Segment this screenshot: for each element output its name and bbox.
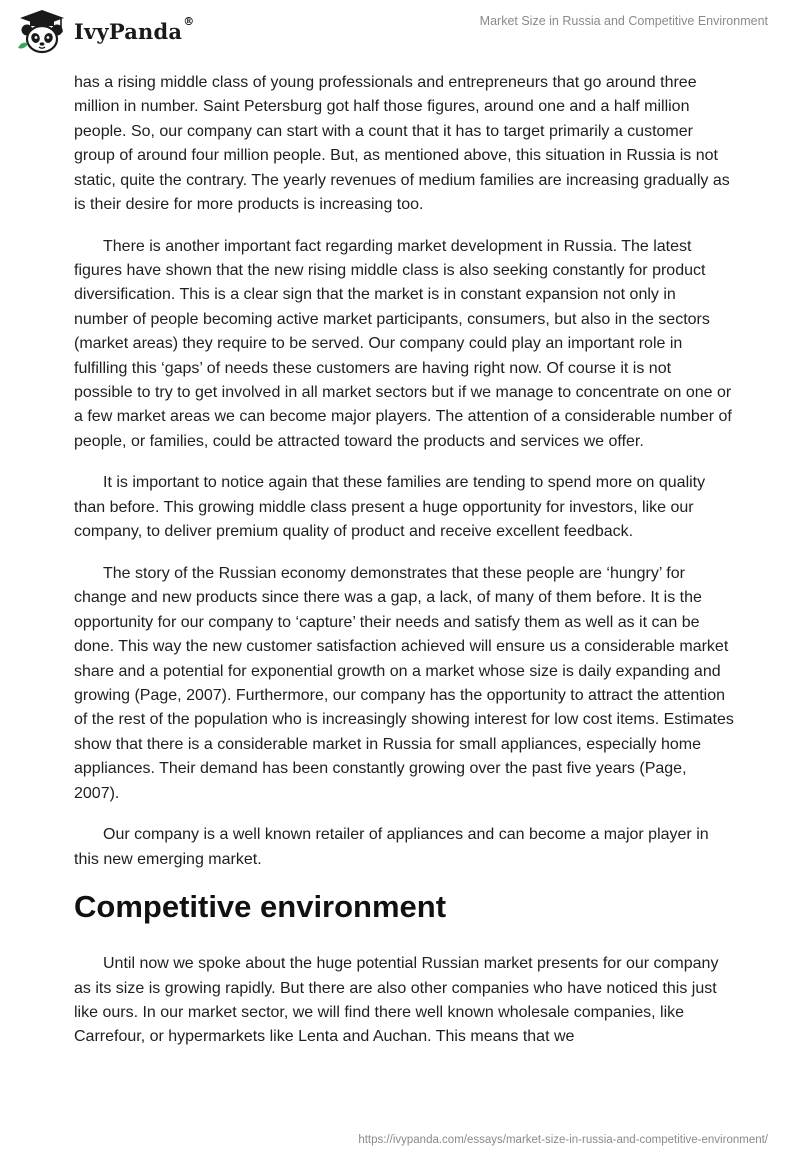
paragraph-5: Our company is a well known retailer of appliances and can become a major player in this new emerging market.: [74, 826, 709, 868]
paragraph-1: has a rising middle class of young professionals and entrepreneurs that go around three million in number. Saint Petersburg got half those figures, around one and a half million people. So, our company can start with a count that it has to target primarily a customer group of around four million people. But, as mentioned above, this situation in Russia is not static, quite the contrary. The yearly revenues of medium families are increasing gradually as is their desire for more products is increasing too.: [74, 74, 730, 214]
logo-wordmark: IvyPanda®: [74, 14, 195, 44]
page-header: [0, 0, 800, 68]
paragraph-2: There is another important fact regarding market development in Russia. The latest figures have shown that the new rising middle class is also seeking constantly for product diversification. This is a clear sign that the market is in constant expansion not only in number of people becoming active market participants, consumers, but also in the sectors (market areas) they require to be served. Our company could play an important role in fulfilling this ‘gaps’ of needs these customers are having right now. Of course it is not possible to try to get involved in all market sectors but if we manage to concentrate on one or a few market areas we can become major players. The attention of a considerable number of people, or families, could be attracted toward the products and services we offer.: [74, 237, 732, 450]
registered-mark: ®: [183, 14, 195, 28]
source-url[interactable]: https://ivypanda.com/essays/market-size-in-russia-and-competitive-environment/: [358, 1134, 768, 1146]
panda-graduate-logo-icon: [14, 8, 70, 56]
document-title: Market Size in Russia and Competitive Environment: [479, 14, 768, 28]
essay-content: [74, 71, 734, 1067]
ivypanda-logo[interactable]: [14, 8, 194, 56]
paragraph-3: It is important to notice again that these families are tending to spend more on quality than before. This growing middle class present a huge opportunity for investors, like our company, to deliver premium quality of product and receive excellent feedback.: [74, 474, 706, 541]
paragraph-4: The story of the Russian economy demonstrates that these people are ‘hungry’ for change and new products since there was a gap, a lack, of many of them before. It is the opportunity for our company to ‘capture’ their needs and satisfy them as well as it can be done. This way the new customer satisfaction achieved will ensure us a considerable market share and a potential for exponential growth on a market whose size is daily expanding and growing (Page, 2007). Furthermore, our company has the opportunity to attract the attention of the rest of the population who is increasingly showing interest for low cost items. Estimates show that there is a considerable market in Russia for small appliances, especially home appliances. Their demand has been constantly growing over the past five years (Page, 2007).: [74, 564, 734, 802]
section-heading: Competitive environment: [74, 889, 447, 925]
paragraph-6: Until now we spoke about the huge potential Russian market presents for our company as its size is growing rapidly. But there are also other companies who have noticed this just like ours. In our market sector, we will find there well known wholesale companies, like Carrefour, or hypermarkets like Lenta and Auchan. This means that we: [74, 955, 719, 1046]
